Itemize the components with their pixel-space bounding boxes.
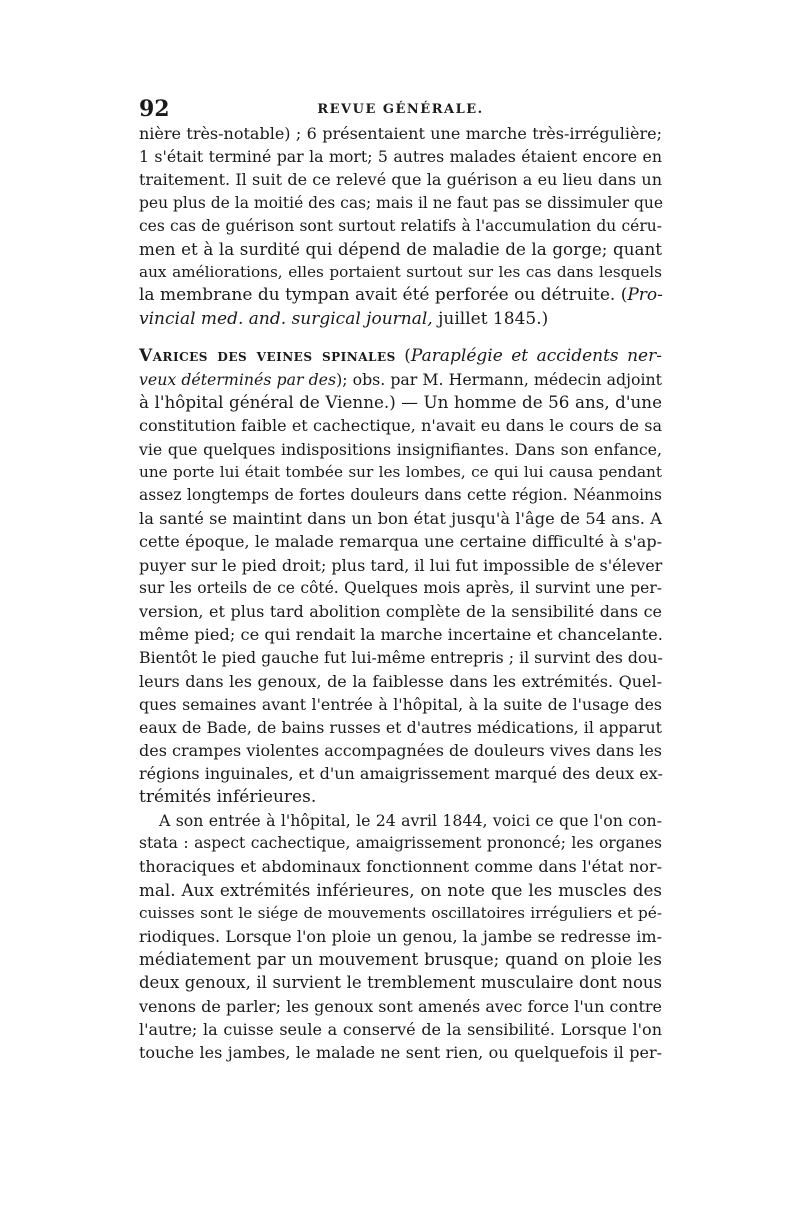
- text-line: sur les orteils de ce côté. Quelques mois après, il survint une per-: [139, 578, 662, 597]
- text-line: ques semaines avant l'entrée à l'hôpital, à la suite de l'usage des: [139, 694, 662, 714]
- text-line: cuisses sont le siége de mouvements oscillatoires irréguliers et pé-: [139, 903, 662, 922]
- text-line: [139, 308, 662, 331]
- text-line: la santé se maintint dans un bon état jusqu'à l'âge de 54 ans. A: [139, 509, 662, 529]
- text-line: venons de parler; les genoux sont amenés avec force l'un contre: [139, 996, 662, 1016]
- page-number: 92: [139, 96, 170, 122]
- text-line: une porte lui était tombée sur les lombes, ce qui lui causa pendant: [139, 462, 662, 481]
- text-line: vie que quelques indispositions insignifiantes. Dans son enfance,: [139, 439, 662, 459]
- text-line: 1 s'était terminé par la mort; 5 autres malades étaient encore en: [139, 147, 662, 167]
- text-line: version, et plus tard abolition complète de la sensibilité dans ce: [139, 602, 662, 622]
- text-line: [139, 345, 662, 368]
- text-line: leurs dans les genoux, de la faiblesse dans les extrémités. Quel-: [139, 671, 662, 691]
- text-line: régions inguinales, et d'un amaigrissement marqué des deux ex-: [139, 764, 663, 784]
- text-line: [139, 284, 662, 307]
- text-line: riodiques. Lorsque l'on ploie un genou, la jambe se redresse im-: [139, 926, 662, 946]
- text-line: trémités inférieures.: [139, 786, 317, 807]
- text-line: à l'hôpital général de Vienne.) — Un homme de 56 ans, d'une: [139, 392, 662, 413]
- text-line: cette époque, le malade remarqua une certaine difficulté à s'ap-: [139, 532, 662, 552]
- text-line: aux améliorations, elles portaient surtout sur les cas dans lesquels: [139, 263, 662, 282]
- text-span: (: [395, 345, 411, 366]
- text-line: stata : aspect cachectique, amaigrissement prononcé; les organes: [139, 834, 662, 853]
- text-line: mal. Aux extrémités inférieures, on note que les muscles des: [139, 879, 662, 900]
- text-line: médiatement par un mouvement brusque; quand on ploie les: [139, 949, 662, 970]
- text-line: thoraciques et abdominaux fonctionnent comme dans l'état nor-: [139, 857, 662, 877]
- text-line: des crampes violentes accompagnées de douleurs vives dans les: [139, 741, 662, 761]
- text-line: traitement. Il suit de ce relevé que la guérison a eu lieu dans un: [139, 170, 662, 190]
- text-line: peu plus de la moitié des cas; mais il ne faut pas se dissimuler que: [139, 193, 664, 212]
- text-line: l'autre; la cuisse seule a conservé de la sensibilité. Lorsque l'on: [139, 1019, 662, 1039]
- journal-title: vincial med. and. surgical journal,: [139, 308, 433, 329]
- running-head: [139, 96, 662, 122]
- running-title: REVUE GÉNÉRALE.: [317, 102, 484, 117]
- text-line: deux genoux, il survient le tremblement musculaire dont nous: [139, 973, 662, 993]
- page: [139, 96, 662, 1064]
- paragraph-admission: [139, 809, 662, 1064]
- text-line: constitution faible et cachectique, n'avait eu dans le cours de sa: [139, 416, 662, 436]
- text-span: juillet 1845.): [432, 308, 549, 329]
- paragraph-gap: [139, 331, 662, 345]
- text-line: assez longtemps de fortes douleurs dans cette région. Néanmoins: [139, 486, 662, 505]
- text-line: A son entrée à l'hôpital, le 24 avril 1844, voici ce que l'on con-: [159, 810, 662, 830]
- subtitle-italic: Paraplégie et accidents ner-: [410, 345, 662, 366]
- text-line: nière très-notable) ; 6 présentaient une marche très-irrégulière;: [139, 124, 662, 143]
- subtitle-italic: veux déterminés par des: [139, 370, 337, 390]
- text-span: la membrane du tympan avait été perforée ou détruite. (: [139, 285, 628, 306]
- text-line: Bientôt le pied gauche fut lui-même entrepris ; il survint des dou-: [139, 648, 663, 668]
- text-line: men et à la surdité qui dépend de maladie de la gorge; quant: [139, 239, 662, 260]
- journal-title: Pro-: [627, 285, 663, 306]
- text-line: ces cas de guérison sont surtout relatifs à l'accumulation du céru-: [139, 216, 662, 235]
- text-line: [139, 368, 662, 391]
- text-line: touche les jambes, le malade ne sent rien, ou quelquefois il per-: [139, 1042, 662, 1062]
- section-heading: Varices des veines spinales: [139, 345, 396, 366]
- paragraph-varices: [139, 345, 662, 809]
- text-span: ); obs. par M. Hermann, médecin adjoint: [336, 370, 662, 390]
- paragraph-otology-end: [139, 122, 662, 331]
- text-line: puyer sur le pied droit; plus tard, il lui fut impossible de s'élever: [139, 555, 663, 575]
- text-line: eaux de Bade, de bains russes et d'autres médications, il apparut: [139, 718, 662, 738]
- text-line: même pied; ce qui rendait la marche incertaine et chancelante.: [139, 625, 663, 645]
